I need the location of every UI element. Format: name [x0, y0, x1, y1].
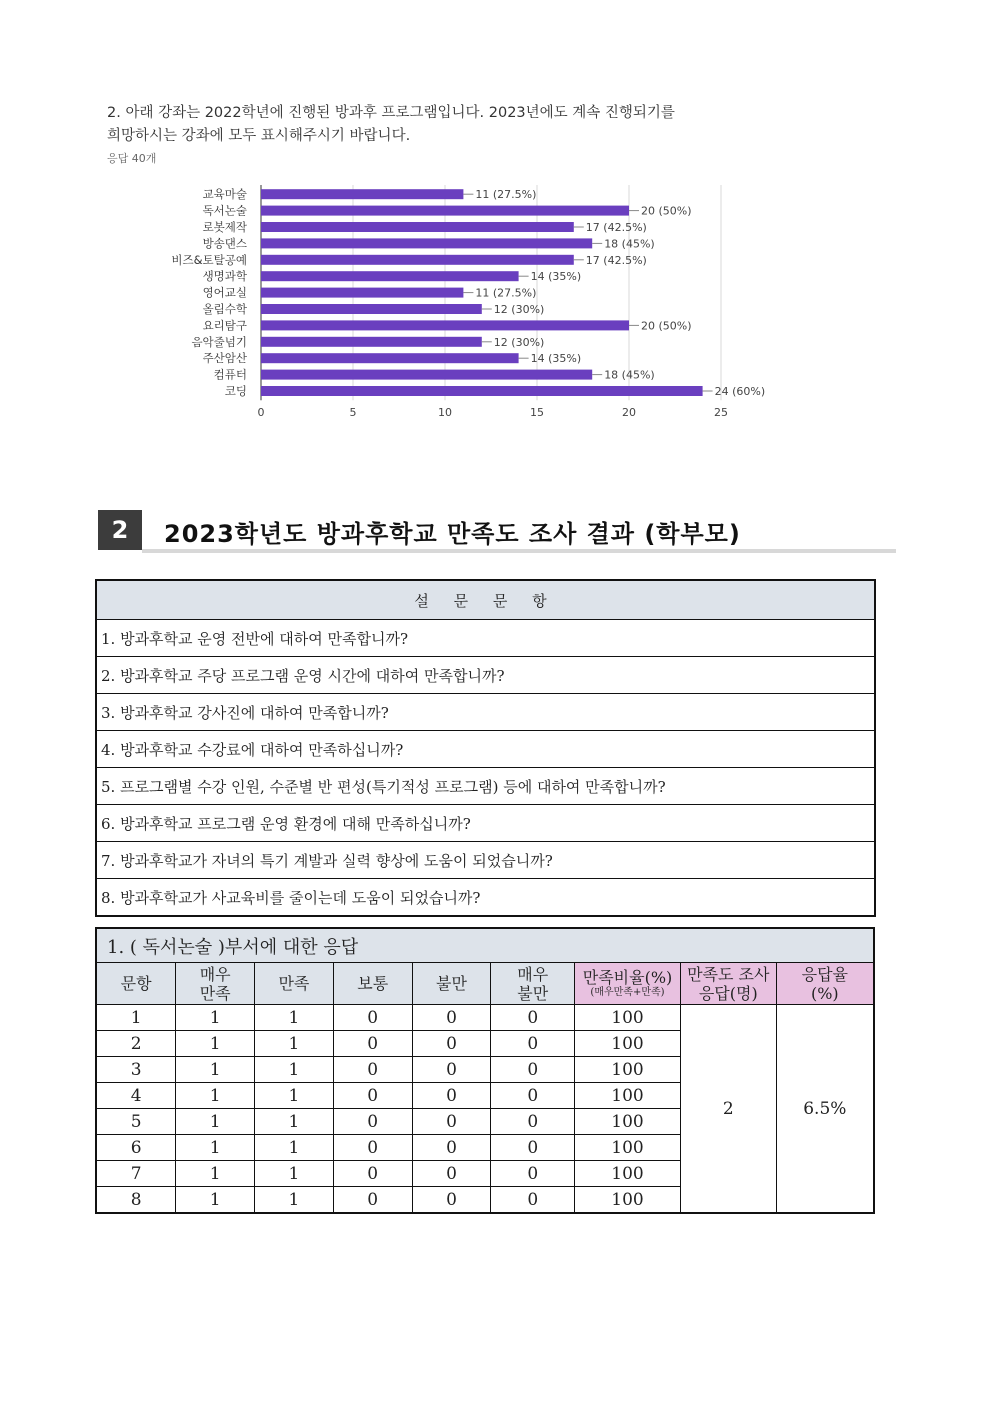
data-label: 11 (27.5%)	[475, 286, 537, 300]
table-cell: 0	[333, 1005, 412, 1031]
category-label: 음악줄넘기	[191, 334, 247, 349]
table-cell: 5	[96, 1109, 176, 1135]
table-cell: 0	[412, 1057, 491, 1083]
questions-table-header: 설 문 문 항	[96, 580, 875, 620]
table-cell: 100	[575, 1057, 681, 1083]
category-label: 독서논술	[202, 203, 247, 218]
x-tick-label: 10	[438, 406, 452, 420]
result-table-caption: 1. ( 독서논술 )부서에 대한 응답	[96, 928, 874, 963]
question-row: 4. 방과후학교 수강료에 대하여 만족하십니까?	[96, 731, 875, 768]
data-label: 11 (27.5%)	[475, 188, 537, 202]
table-cell: 100	[575, 1031, 681, 1057]
table-cell: 100	[575, 1005, 681, 1031]
course-preference-bar-chart	[150, 178, 790, 428]
data-label: 14 (35%)	[530, 270, 582, 284]
table-cell: 0	[491, 1083, 575, 1109]
table-row	[96, 1005, 874, 1031]
bar	[261, 238, 592, 248]
x-tick-label: 0	[257, 406, 265, 420]
table-cell: 7	[96, 1161, 176, 1187]
table-cell: 1	[255, 1057, 334, 1083]
table-cell: 1	[176, 1161, 255, 1187]
table-cell: 0	[412, 1109, 491, 1135]
response-count: 응답 40개	[107, 152, 157, 165]
section-number: 2	[98, 510, 142, 550]
category-label: 교육마술	[202, 187, 247, 202]
table-cell: 1	[255, 1005, 334, 1031]
survey-question-text	[107, 102, 747, 148]
table-cell: 0	[412, 1135, 491, 1161]
table-cell: 1	[176, 1005, 255, 1031]
data-label: 17 (42.5%)	[585, 221, 647, 234]
category-label: 로봇제작	[202, 220, 247, 234]
question-row: 1. 방과후학교 운영 전반에 대하여 만족합니까?	[96, 620, 875, 657]
category-label: 주산암산	[202, 351, 247, 366]
table-cell: 1	[176, 1083, 255, 1109]
data-label: 24 (60%)	[714, 385, 766, 398]
table-cell: 0	[333, 1109, 412, 1135]
bar	[261, 271, 519, 281]
bar	[261, 370, 592, 380]
data-label: 14 (35%)	[530, 352, 582, 366]
bar	[261, 288, 463, 298]
table-cell: 1	[96, 1005, 176, 1031]
header-response-rate: 응답율 (%)	[776, 963, 874, 1005]
table-cell: 4	[96, 1083, 176, 1109]
table-cell: 1	[176, 1031, 255, 1057]
table-cell: 6	[96, 1135, 176, 1161]
table-cell: 0	[491, 1005, 575, 1031]
header-respondents: 만족도 조사 응답(명)	[680, 963, 776, 1005]
header-very-dissatisfied: 매우 불만	[491, 963, 575, 1005]
survey-question-line2: 희망하시는 강좌에 모두 표시해주시기 바랍니다.	[107, 128, 411, 144]
data-label: 20 (50%)	[641, 204, 692, 218]
bar	[261, 255, 574, 265]
table-cell: 1	[255, 1083, 334, 1109]
table-cell: 0	[333, 1135, 412, 1161]
category-label: 방송댄스	[202, 236, 247, 251]
header-satisfied: 만족	[255, 963, 334, 1005]
question-row: 7. 방과후학교가 자녀의 특기 계발과 실력 향상에 도움이 되었습니까?	[96, 842, 875, 879]
category-label: 비즈&토탈공예	[171, 252, 247, 267]
header-satisfaction-ratio: 만족비율(%) (매우만족+만족)	[575, 963, 681, 1005]
table-cell: 1	[255, 1187, 334, 1214]
question-row: 2. 방과후학교 주당 프로그램 운영 시간에 대하여 만족합니까?	[96, 657, 875, 694]
table-cell: 1	[176, 1187, 255, 1214]
table-cell: 1	[255, 1031, 334, 1057]
header-dissatisfied: 불만	[412, 963, 491, 1005]
table-cell: 1	[176, 1057, 255, 1083]
table-cell: 0	[491, 1161, 575, 1187]
x-tick-label: 25	[714, 406, 728, 420]
table-cell: 0	[491, 1135, 575, 1161]
table-cell: 0	[491, 1057, 575, 1083]
category-label: 생명과학	[202, 269, 247, 284]
table-cell: 100	[575, 1109, 681, 1135]
table-cell: 0	[491, 1109, 575, 1135]
table-cell: 100	[575, 1135, 681, 1161]
table-cell: 0	[412, 1161, 491, 1187]
data-label: 12 (30%)	[493, 335, 545, 349]
table-cell: 0	[333, 1057, 412, 1083]
table-cell: 0	[412, 1083, 491, 1109]
section-title: 2023학년도 방과후학교 만족도 조사 결과 (학부모)	[164, 520, 741, 548]
table-cell: 1	[176, 1109, 255, 1135]
question-row: 5. 프로그램별 수강 인원, 수준별 반 편성(특기적성 프로그램) 등에 대하여 만족합니까?	[96, 768, 875, 805]
table-cell: 0	[412, 1005, 491, 1031]
category-label: 올림수학	[202, 302, 247, 316]
table-cell: 1	[255, 1161, 334, 1187]
question-row: 8. 방과후학교가 사교육비를 줄이는데 도움이 되었습니까?	[96, 879, 875, 917]
header-neutral: 보통	[333, 963, 412, 1005]
header-item: 문항	[96, 963, 176, 1005]
bar	[261, 189, 463, 199]
response-rate: 6.5%	[776, 1005, 874, 1214]
question-row: 3. 방과후학교 강사진에 대하여 만족합니까?	[96, 694, 875, 731]
x-tick-label: 15	[530, 406, 544, 420]
table-cell: 0	[412, 1187, 491, 1214]
data-label: 17 (42.5%)	[585, 253, 647, 267]
table-cell: 0	[333, 1187, 412, 1214]
table-cell: 2	[96, 1031, 176, 1057]
table-cell: 100	[575, 1187, 681, 1214]
table-cell: 0	[412, 1031, 491, 1057]
category-label: 컴퓨터	[213, 367, 247, 382]
respondents-count: 2	[680, 1005, 776, 1214]
bar	[261, 304, 482, 314]
table-cell: 1	[255, 1109, 334, 1135]
data-label: 18 (45%)	[604, 237, 655, 251]
bar	[261, 386, 703, 396]
table-cell: 0	[333, 1161, 412, 1187]
table-cell: 1	[255, 1135, 334, 1161]
table-cell: 0	[491, 1031, 575, 1057]
question-row: 6. 방과후학교 프로그램 운영 환경에 대해 만족하십니까?	[96, 805, 875, 842]
table-cell: 3	[96, 1057, 176, 1083]
result-table	[95, 927, 875, 1214]
category-label: 코딩	[224, 384, 247, 398]
table-cell: 8	[96, 1187, 176, 1214]
bar	[261, 337, 482, 347]
bar	[261, 353, 519, 363]
header-very-satisfied: 매우 만족	[176, 963, 255, 1005]
data-label: 12 (30%)	[493, 303, 545, 316]
data-label: 18 (45%)	[604, 368, 655, 382]
table-cell: 0	[491, 1187, 575, 1214]
table-cell: 1	[176, 1135, 255, 1161]
x-tick-label: 20	[622, 406, 636, 420]
survey-question-line1: 2. 아래 강좌는 2022학년에 진행된 방과후 프로그램입니다. 2023년에도 계속 진행되기를	[107, 105, 675, 121]
questions-table	[95, 579, 876, 917]
table-cell: 100	[575, 1083, 681, 1109]
section-header	[98, 510, 896, 554]
data-label: 20 (50%)	[641, 319, 692, 333]
bar	[261, 206, 629, 216]
category-label: 요리탐구	[202, 318, 247, 333]
table-cell: 0	[333, 1031, 412, 1057]
bar	[261, 320, 629, 330]
section-underline	[142, 549, 896, 553]
category-label: 영어교실	[202, 285, 247, 300]
table-cell: 0	[333, 1083, 412, 1109]
table-cell: 100	[575, 1161, 681, 1187]
x-tick-label: 5	[349, 406, 357, 420]
bar	[261, 222, 574, 232]
